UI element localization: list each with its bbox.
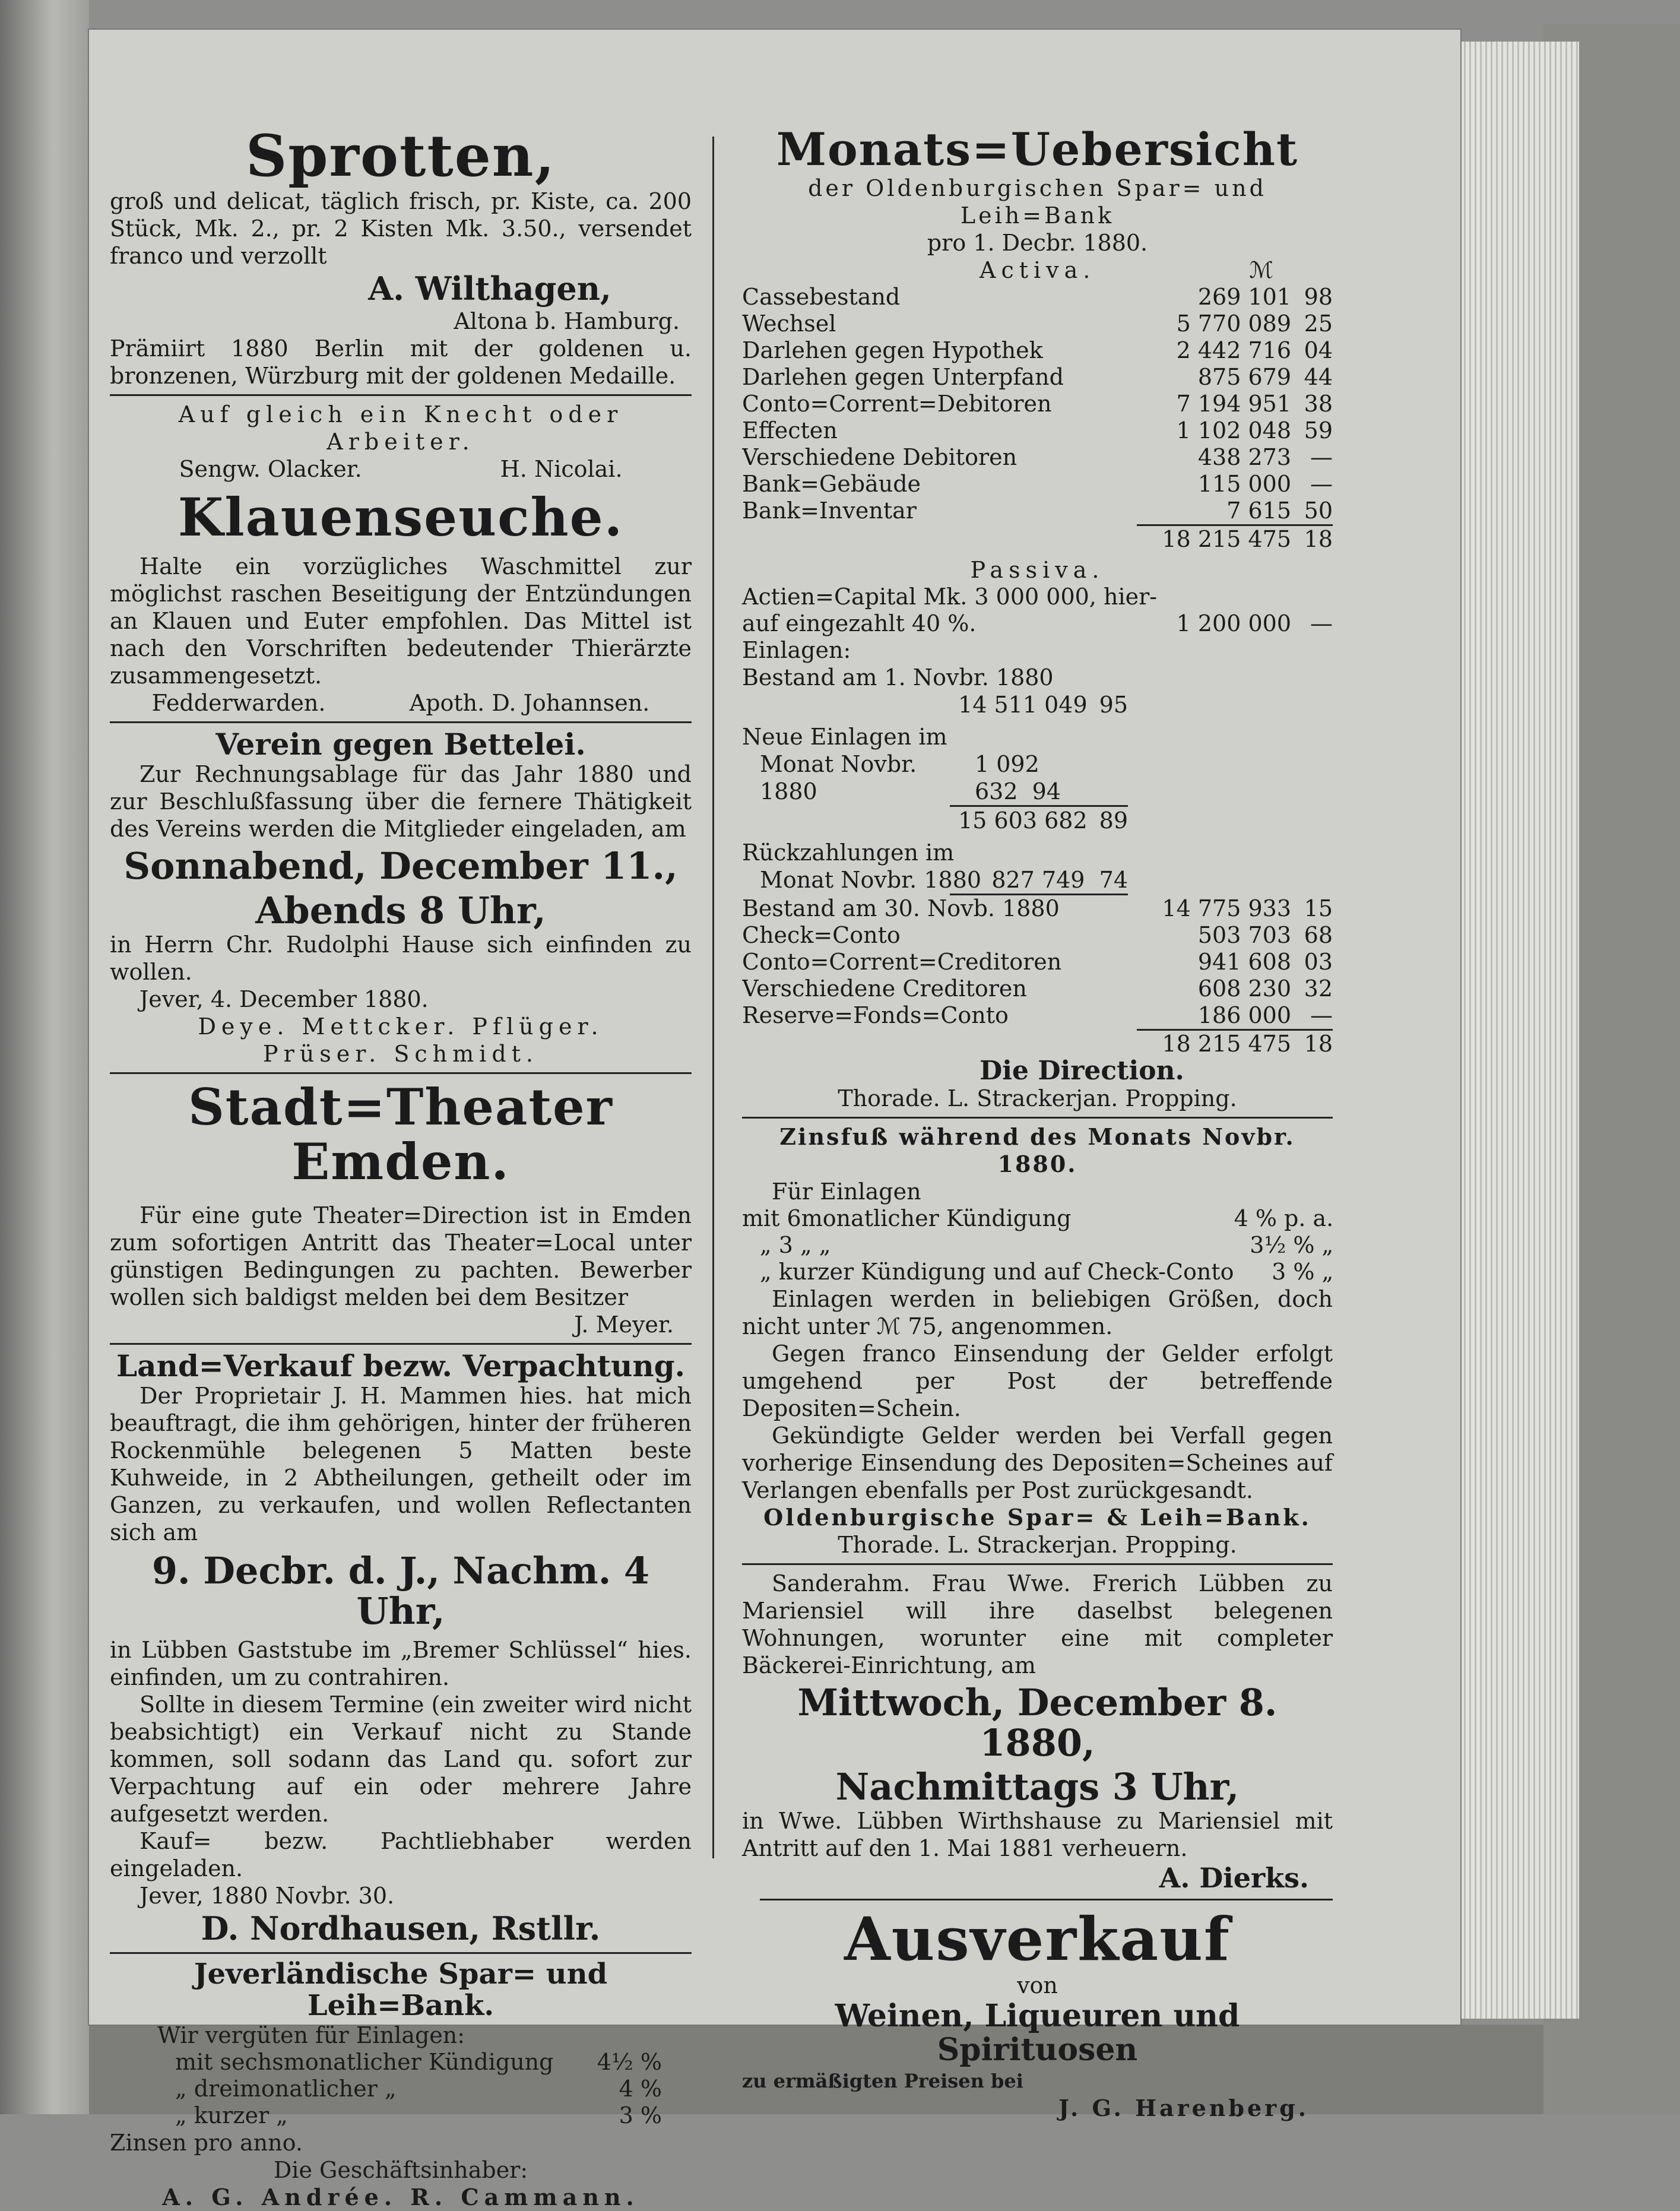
row-label: Conto=Corrent=Creditoren bbox=[742, 948, 1062, 975]
sub-pfennig: 94 bbox=[1032, 778, 1061, 804]
ad-land bbox=[110, 1350, 692, 1947]
right-column bbox=[742, 125, 1333, 2122]
bank-name: Oldenburgische Spar= & Leih=Bank. bbox=[763, 1503, 1311, 1531]
event-date: Mittwoch, December 8. 1880, bbox=[797, 1680, 1278, 1765]
ad-body-3: Sollte in diesem Termine (ein zweiter wird nicht beabsichtigt) ein Verkauf nicht zu Stande kommen, soll sodann das Land qu. sofort zur Verpachtung auf ein oder mehrere Jahre aufgesetzt werden. bbox=[110, 1691, 692, 1827]
event-time: Nachmittags 3 Uhr, bbox=[835, 1765, 1240, 1808]
ad-body-2: in Wwe. Lübben Wirthshause zu Mariensiel mit Antritt auf den 1. Mai 1881 verheuern. bbox=[742, 1808, 1333, 1862]
activa-table bbox=[742, 284, 1333, 553]
row-amount: 186 000 bbox=[1197, 1002, 1291, 1028]
ad-subtitle: der Oldenburgischen Spar= und Leih=Bank bbox=[808, 175, 1267, 229]
table-row bbox=[742, 284, 1333, 311]
ad-body-4: Kauf= bezw. Pachtliebhaber werden eingeladen. bbox=[110, 1827, 692, 1881]
row-pfennig: 98 bbox=[1304, 283, 1333, 310]
signatories: Thorade. L. Strackerjan. Propping. bbox=[838, 1085, 1237, 1111]
ad-body: groß und delicat, täglich frisch, pr. Kiste, ca. 200 Stück, Mk. 2., pr. 2 Kisten Mk. 3.50., versendet franco und verzollt bbox=[110, 188, 692, 269]
ad-body: Gegen franco Einsendung der Gelder erfolgt umgehend per Post der betreffende Depositen=Schein. bbox=[742, 1340, 1333, 1421]
row-pfennig: 03 bbox=[1304, 948, 1333, 975]
signatories: Prüser. Schmidt. bbox=[263, 1040, 538, 1067]
event-date: Sonnabend, December 11., bbox=[123, 844, 678, 888]
row-pfennig: 15 bbox=[1304, 895, 1333, 921]
row-label: Darlehen gegen Unterpfand bbox=[742, 363, 1064, 390]
passiva-totals-table bbox=[742, 895, 1333, 1057]
ad-title: Ausverkauf bbox=[844, 1904, 1231, 1975]
total-pfennig: 18 bbox=[1291, 1030, 1333, 1057]
ad-ausverkauf bbox=[742, 1906, 1333, 2121]
total-pfennig: 18 bbox=[1291, 525, 1333, 553]
rate-value: 3 % „ bbox=[1272, 1258, 1334, 1285]
table-row bbox=[742, 975, 1333, 1002]
ad-klauenseuche bbox=[110, 486, 692, 717]
separator-rule bbox=[110, 1072, 692, 1074]
ad-title: Land=Verkauf bezw. Verpachtung. bbox=[116, 1348, 686, 1383]
table-row bbox=[742, 364, 1333, 391]
separator-rule bbox=[742, 1117, 1333, 1119]
ad-title: Stadt=Theater Emden. bbox=[188, 1077, 613, 1192]
table-row bbox=[742, 1259, 1333, 1285]
row-amount: 269 101 bbox=[1197, 283, 1291, 310]
table-row bbox=[742, 498, 1333, 525]
rate-value: 3½ % „ bbox=[1250, 1231, 1334, 1258]
row-label: Check=Conto bbox=[742, 921, 901, 948]
sub-pfennig: 74 bbox=[1099, 866, 1128, 893]
signatories: Deye. Mettcker. Pflüger. bbox=[198, 1013, 604, 1040]
row-label: Cassebestand bbox=[742, 283, 901, 310]
row-amount: 941 608 bbox=[1197, 948, 1291, 975]
report-date: pro 1. Decbr. 1880. bbox=[927, 229, 1148, 256]
row-pfennig: — bbox=[1310, 470, 1333, 497]
row-pfennig: 50 bbox=[1304, 497, 1333, 524]
owners: A. G. Andrée. R. Cammann. bbox=[162, 2183, 639, 2210]
advertiser-name: A. Wilthagen, bbox=[368, 269, 611, 308]
ad-title: Jeverländische Spar= und Leih=Bank. bbox=[194, 1957, 608, 2022]
ad-body: zu ermäßigten Preisen bei bbox=[742, 2069, 1023, 2092]
sig-right: Apoth. D. Johannsen. bbox=[409, 690, 650, 717]
ad-body: Der Proprietair J. H. Mammen hies. hat mich beauftragt, die ihm gehörigen, hinter der früheren Rockenmühle belegenen 5 Matten beste Kuhweide, in 2 Abtheilungen, getheilt oder im Ganzen, zu verkaufen, und wollen Reflectanten sich am bbox=[110, 1382, 692, 1545]
row-pfennig: 25 bbox=[1304, 310, 1333, 337]
table-row bbox=[742, 311, 1333, 337]
row-amount: 115 000 bbox=[1197, 470, 1291, 497]
rate-note: Zinsen pro anno. bbox=[110, 2129, 303, 2156]
row-amount: 7 615 bbox=[1226, 497, 1291, 524]
total-amount: 18 215 475 bbox=[1137, 1030, 1291, 1057]
section-label: Activa. bbox=[980, 256, 1096, 283]
page-stack-edge bbox=[1460, 42, 1579, 2019]
table-row bbox=[742, 1232, 1333, 1259]
row-label: Conto=Corrent=Debitoren bbox=[742, 390, 1052, 417]
row-label: Verschiedene Debitoren bbox=[742, 444, 1017, 470]
ad-body: Auf gleich ein Knecht oder Arbeiter. bbox=[178, 401, 623, 455]
row-amount: 5 770 089 bbox=[1176, 310, 1291, 337]
row-pfennig: 32 bbox=[1304, 975, 1333, 1002]
ad-title: Zinsfuß während des Monats Novbr. 1880. bbox=[779, 1123, 1295, 1177]
row-label: Darlehen gegen Hypothek bbox=[742, 337, 1043, 363]
ad-body: Halte ein vorzügliches Waschmittel zur möglichst raschen Beseitigung der Entzündungen an Klauen und Euter empfohlen. Das Mittel ist nach den Vorschriften bedeutender Thierärzte zusammengesetzt. bbox=[110, 553, 692, 689]
rate-table bbox=[175, 2049, 662, 2129]
ad-title: Monats=Uebersicht bbox=[776, 123, 1299, 176]
rate-label: „ kurzer Kündigung und auf Check-Conto bbox=[760, 1258, 1234, 1285]
ad-body: Einlagen werden in beliebigen Größen, doch nicht unter ℳ 75, angenommen. bbox=[742, 1285, 1333, 1339]
table-row bbox=[742, 1002, 1333, 1030]
ad-title: Sprotten, bbox=[245, 122, 556, 189]
rate-label: mit sechsmonatlicher Kündigung bbox=[175, 2048, 554, 2075]
advertiser-place: Altona b. Hamburg. bbox=[454, 308, 680, 334]
row-amount: 7 194 951 bbox=[1176, 390, 1291, 417]
table-row bbox=[742, 471, 1333, 498]
row-pfennig: 04 bbox=[1304, 337, 1333, 363]
row-amount: 438 273 bbox=[1197, 444, 1291, 470]
sub-amount: 15 603 682 bbox=[958, 807, 1088, 834]
ad-verein bbox=[110, 728, 692, 1067]
ad-jever-bank bbox=[110, 1959, 692, 2211]
ad-theater bbox=[110, 1077, 692, 1338]
row-label: Monat Novbr. 1880 bbox=[760, 750, 917, 804]
section-label: Passiva. bbox=[970, 556, 1105, 583]
ad-knecht bbox=[110, 401, 692, 483]
event-time: Abends 8 Uhr, bbox=[255, 888, 546, 932]
ad-body: Gekündigte Gelder werden bei Verfall gegen vorherige Einsendung des Depositen=Scheines auf Verlangen ebenfalls per Post zurückgesandt. bbox=[742, 1422, 1333, 1503]
ad-body: Zur Rechnungsablage für das Jahr 1880 und zur Beschlußfassung über die fernere Thätigkeit des Vereins werden die Mitglieder eingeladen, am bbox=[110, 761, 692, 842]
row-pfennig: 68 bbox=[1304, 921, 1333, 948]
ad-zinsfuss bbox=[742, 1123, 1333, 1559]
ad-signature: J. Meyer. bbox=[574, 1311, 674, 1338]
rate-value: 4 % p. a. bbox=[1234, 1205, 1334, 1231]
table-row bbox=[175, 2102, 662, 2129]
row-amount: 503 703 bbox=[1197, 921, 1291, 948]
table-row bbox=[742, 584, 1333, 610]
award-text: Prämiirt 1880 Berlin mit der goldenen u. bronzenen, Würzburg mit der goldenen Medaille. bbox=[110, 335, 692, 389]
rate-value: 3 % bbox=[619, 2102, 662, 2128]
sub-pfennig: 89 bbox=[1099, 807, 1128, 834]
sig-left: Sengw. Olacker. bbox=[179, 455, 362, 482]
separator-rule bbox=[760, 1899, 1333, 1900]
row-label: Bank=Gebäude bbox=[742, 470, 921, 497]
total-amount: 18 215 475 bbox=[1137, 525, 1291, 553]
table-row bbox=[742, 610, 1333, 637]
sub-amount: 14 511 049 bbox=[958, 691, 1088, 718]
passiva-table bbox=[742, 584, 1333, 664]
ad-sanderahm bbox=[742, 1570, 1333, 1895]
row-label: auf eingezahlt 40 %. bbox=[742, 610, 977, 636]
table-row bbox=[742, 922, 1333, 949]
ad-signature: D. Nordhausen, Rstllr. bbox=[201, 1909, 601, 1947]
row-label: Wechsel bbox=[742, 310, 836, 337]
row-amount: 875 679 bbox=[1197, 363, 1291, 390]
ad-body-2: in Lübben Gaststube im „Bremer Schlüssel“ hies. einfinden, um zu contrahiren. bbox=[110, 1636, 692, 1690]
ad-body: Für eine gute Theater=Direction ist in Emden zum sofortigen Antritt das Theater=Local unter günstigen Bedingungen zu pachten. Bewerber wollen sich baldigst melden bei dem Besitzer bbox=[110, 1202, 692, 1310]
table-row bbox=[742, 1205, 1333, 1232]
ad-goods: Weinen, Liqueuren und Spirituosen bbox=[835, 1998, 1240, 2069]
row-amount: 608 230 bbox=[1197, 975, 1291, 1002]
table-row bbox=[742, 337, 1333, 364]
ad-title: Verein gegen Bettelei. bbox=[215, 727, 586, 762]
table-row bbox=[742, 391, 1333, 417]
rate-intro: Für Einlagen bbox=[772, 1178, 921, 1205]
rate-label: mit 6monatlicher Kündigung bbox=[742, 1205, 1072, 1231]
dateline: Jever, 4. December 1880. bbox=[140, 986, 429, 1012]
sub-amount: 827 749 bbox=[991, 866, 1085, 893]
sub-amount: 1 092 632 bbox=[974, 750, 1039, 804]
rate-label: „ kurzer „ bbox=[175, 2102, 288, 2128]
row-label: Bank=Inventar bbox=[742, 498, 917, 524]
row-label: Effecten bbox=[742, 417, 838, 444]
row-label: Reserve=Fonds=Conto bbox=[742, 1002, 1009, 1029]
separator-rule bbox=[110, 1952, 692, 1954]
sig-left: Fedderwarden. bbox=[151, 690, 326, 717]
row-pfennig: — bbox=[1310, 444, 1333, 470]
event-place: in Herrn Chr. Rudolphi Hause sich einfinden zu wollen. bbox=[110, 931, 692, 985]
row-pfennig: — bbox=[1310, 1002, 1333, 1028]
rate-label: „ 3 „ „ bbox=[760, 1231, 831, 1258]
book-gutter bbox=[0, 0, 89, 2114]
ad-von: von bbox=[1017, 1972, 1058, 1999]
direction-label: Die Direction. bbox=[980, 1055, 1184, 1086]
row-label: Actien=Capital Mk. 3 000 000, hier- bbox=[742, 583, 1158, 610]
table-row bbox=[742, 444, 1333, 471]
left-column bbox=[110, 122, 692, 2211]
row-label: Bestand am 30. Novb. 1880 bbox=[742, 895, 1060, 921]
separator-rule bbox=[110, 394, 692, 396]
row-label: Neue Einlagen im bbox=[742, 723, 947, 750]
row-pfennig: 59 bbox=[1304, 417, 1333, 444]
column-divider bbox=[712, 137, 714, 1858]
row-label: Rückzahlungen im bbox=[742, 839, 955, 866]
total-row bbox=[742, 525, 1333, 553]
ad-body: Sanderahm. Frau Wwe. Frerich Lübben zu Mariensiel will ihre daselbst belegenen Wohnungen, worunter eine mit completer Bäckerei-Einrichtung, am bbox=[742, 1570, 1333, 1678]
rate-value: 4½ % bbox=[597, 2048, 662, 2075]
table-row bbox=[742, 949, 1333, 975]
rate-value: 4 % bbox=[619, 2075, 662, 2102]
ad-title: Klauenseuche. bbox=[177, 486, 624, 548]
row-pfennig: 38 bbox=[1304, 390, 1333, 417]
table-row bbox=[175, 2049, 662, 2076]
dateline: Jever, 1880 Novbr. 30. bbox=[140, 1882, 395, 1909]
table-row bbox=[175, 2076, 662, 2102]
sub-pfennig: 95 bbox=[1099, 691, 1128, 718]
separator-rule bbox=[110, 721, 692, 723]
row-pfennig: — bbox=[1310, 610, 1333, 636]
row-label: Bestand am 1. Novbr. 1880 bbox=[742, 664, 1054, 690]
total-row bbox=[742, 1030, 1333, 1057]
separator-rule bbox=[110, 1343, 692, 1345]
row-amount: 2 442 716 bbox=[1176, 337, 1291, 363]
ad-signature: J. G. Harenberg. bbox=[1058, 2094, 1309, 2121]
rate-label: „ dreimonatlicher „ bbox=[175, 2075, 397, 2102]
table-row bbox=[742, 417, 1333, 444]
currency-symbol: ℳ bbox=[1249, 256, 1273, 283]
ad-sprotten bbox=[110, 122, 692, 389]
row-label: Verschiedene Creditoren bbox=[742, 975, 1027, 1002]
row-amount: 14 775 933 bbox=[1162, 895, 1291, 921]
row-label: Einlagen: bbox=[742, 636, 851, 663]
rate-table bbox=[742, 1205, 1333, 1285]
owners-label: Die Geschäftsinhaber: bbox=[273, 2156, 528, 2183]
ad-signature: A. Dierks. bbox=[1159, 1862, 1309, 1895]
event-date: 9. Decbr. d. J., Nachm. 4 Uhr, bbox=[151, 1548, 650, 1633]
row-pfennig: 44 bbox=[1304, 363, 1333, 390]
row-label: Monat Novbr. 1880 bbox=[760, 866, 982, 893]
ad-monats-uebersicht bbox=[742, 125, 1333, 1112]
rate-intro: Wir vergüten für Einlagen: bbox=[157, 2022, 465, 2048]
sig-right: H. Nicolai. bbox=[500, 455, 623, 482]
row-amount: 1 102 048 bbox=[1176, 417, 1291, 444]
row-amount: 1 200 000 bbox=[1176, 610, 1291, 636]
signatories: Thorade. L. Strackerjan. Propping. bbox=[838, 1531, 1237, 1558]
table-row bbox=[742, 895, 1333, 922]
table-row bbox=[742, 637, 1333, 664]
separator-rule bbox=[742, 1563, 1333, 1565]
